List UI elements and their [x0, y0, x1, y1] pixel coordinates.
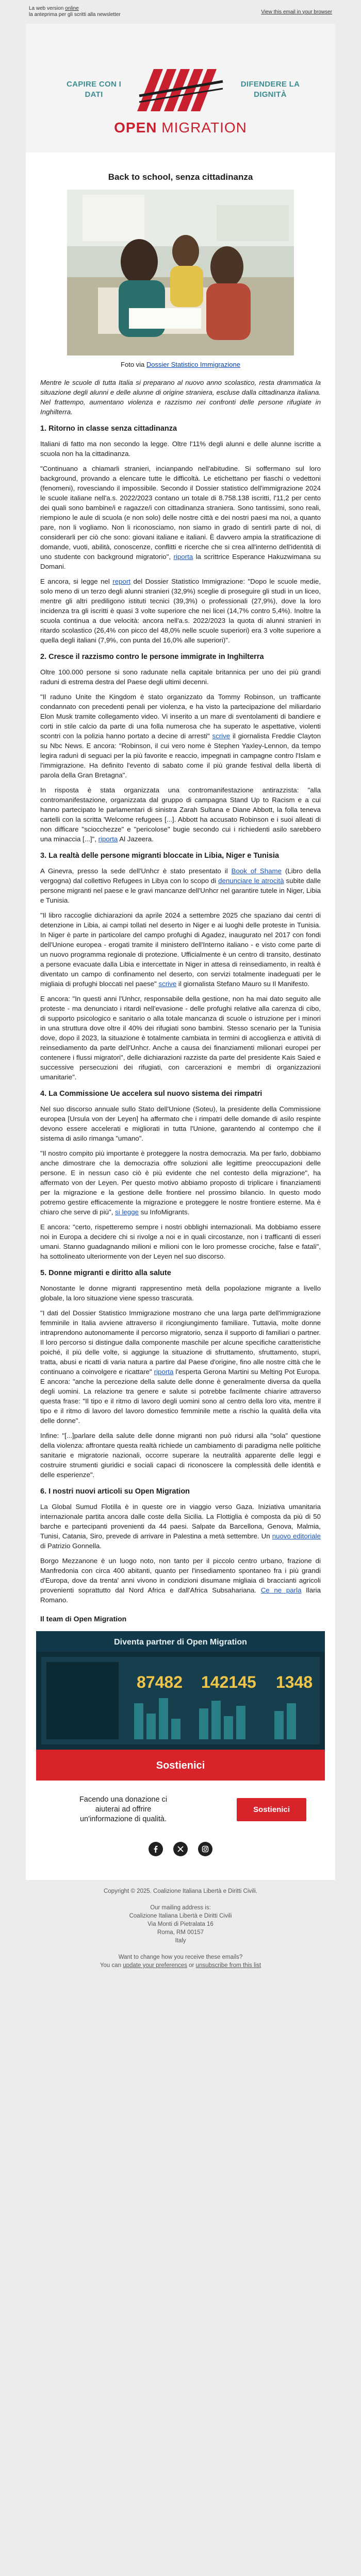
logo-word-open: OPEN	[114, 120, 157, 135]
banner-stat-2: 142145	[201, 1673, 256, 1691]
header	[26, 24, 335, 152]
section-4-title: 4. La Commissione Ue accelera sul nuovo sistema dei rimpatri	[40, 1090, 262, 1098]
team-signature: Il team di Open Migration	[40, 1615, 127, 1623]
update-preferences-link[interactable]: update your preferences	[123, 1962, 187, 1969]
borgo-mezzanone-link[interactable]: Ce ne parla	[260, 1586, 302, 1594]
book-of-shame-link[interactable]: Book of Shame	[231, 867, 282, 875]
intro-paragraph: Mentre le scuole di tutta Italia si preparano al nuovo anno scolastico, resta drammatica la situazione degli alunni e delle alunne di origine straniera, escluse dalla cittadinanza italiana. Nel frattempo, aumentano violenza e razzismo nei confronti delle persone rifugiate in Inghilterra.	[40, 379, 321, 416]
section-3-paragraph: "Il libro raccoglie dichiarazioni da aprile 2024 a settembre 2025 che spaziano dai centri di detenzione in Libia, ai campi tollati nel deserto in Niger e ai luoghi delle proteste in Tunisia. In Niger è parte in particolare del campo profughi di Agadez, inaugurato nel 2017 con fondi dell'Unione europea - erogati tramite il ministero dell'Interno italiano - e visto come parte di un nuovo programma regionale di protezione. Ufficialmente è un centro di transito, destinato a persone evacuate dalla Libia e intercettate in Niger in attesa di reinsediamento, in realtà è diventato un campo di confinamento nel deserto, con servizi totalmente inadeguati per le migliaia di profughi bloccati nel paese" scrive il giornalista Stefano Mauro su Il Manifesto.	[40, 911, 321, 988]
section-3-paragraph: E ancora: "In questi anni l'Unhcr, responsabile della gestione, non ha mai dato seguito alle proteste - ma denunciato i ritardi nell'evasione - delle profughi relative alla carenza di cibo, di supporto psicologico e sanitario o alla totale mancanza di scuole o istruzione per i minori in una struttura dove oltre il 40% dei rifugiati sono bambini. Stesso scenario per la Tunisia dove, dopo il 2023, la situazione è totalmente cambiata in termini di accoglienza e attività di reinsediamento da parte dell'Unhcr. Anche a causa dei finanziamenti milionari europei per contenere i flussi migratori", delle dichiarazioni razziste da parte del presidente Kais Saied e successive persecuzioni dei rifugiati, con carcerazioni e membri di organizzazioni umanitarie".	[40, 995, 321, 1081]
section-2-link[interactable]: riporta	[98, 835, 118, 843]
denounce-link[interactable]: denunciare le atrocità	[218, 877, 284, 885]
donate-text: Facendo una donazione ci aiuterai ad offrire un'informazione di qualità.	[79, 1795, 168, 1823]
banner-stat-1: 87482	[137, 1673, 183, 1691]
facebook-icon[interactable]	[149, 1842, 163, 1856]
section-2-title: 2. Cresce il razzismo contro le persone immigrate in Inghilterra	[40, 653, 264, 661]
section-2-paragraph: "Il raduno Unite the Kingdom è stato organizzato da Tommy Robinson, un trafficante condannato con precedenti penali per violenza, e ha visto la partecipazione del miliardario Elon Musk tramite collegamento video. Vi inserito a un mare di sventolamenti di bandiere e corti in stile calcio da parte di una folla numerosa che ha superato le aspettative, violenti scontri con la polizia hanno portato a decine di arresti" scrive il giornalista Freddie Clayton su Nbc News. E ancora: "Robinson, il cui vero nome è Stephen Yaxley-Lennon, da tempo legira radunì di seguaci per la più favorite e reaccio, impegnati in campagne contro l'Islam e l'immigrazione. Ha definito l'evento di sabato come il più grande festival della libertà di parola della Gran Bretagna".	[40, 693, 321, 779]
social-links	[26, 1837, 335, 1880]
tagline-right: DIFENDERE LA DIGNITÀ	[240, 80, 300, 99]
web-version-note: La web version online la anteprima per gli scritti alla newsletter	[29, 6, 121, 18]
logo-word-migration: MIGRATION	[161, 120, 247, 135]
footer-preferences: Want to change how you receive these emails? You can update your preferences or unsubscribe from this list	[100, 1954, 261, 1969]
section-5-paragraph: "I dati del Dossier Statistico Immigrazione mostrano che una larga parte dell'immigrazione femminile in Italia avviene attraverso il ricongiungimento familiare. Tuttavia, molte donne intraprendono autonomamente il percorso migratorio, senza il supporto di familiari o partner. Il loro percorso si distingue dalla componente maschile per alcune specifiche caratteristiche poiché, il più delle volte, si aggiunge la situazione di sfruttamento, sfruttamento, stupri, tratta, abusi e ricatti di varia natura a partire dal Paese d'origine, fino alle nostre città che le continuano a coinvolgere e ricattare" riporta l'esperta Gerona Martini su Melting Pot Europa. E ancora: "anche la percezione della salute delle donne è generalmente diversa da quella degli uomini. La relazione tra genere e salute si potrebbe facilmente chiarire attraverso questa frase: "Il tipo e il ritmo di lavoro degli uomini sono al centro della loro vita, mentre il tipo e il ritmo di lavoro del lavoro domestico femminile mette a rischio la qualità della vita delle donne".	[40, 1309, 321, 1425]
tagline-left: CAPIRE CON I DATI	[66, 80, 122, 99]
x-twitter-icon[interactable]	[173, 1842, 188, 1856]
section-6-paragraph: Borgo Mezzanone è un luogo noto, non tanto per il piccolo centro urbano, frazione di Manfredonia con circa 400 abitanti, quanto per l'insediamento spontaneo fra i più grandi d'Europa, dove da trenta' anni vivono in condizioni disumane migliaia di braccianti agricoli provenienti soprattutto dal Nord Africa e dall'Africa Subsahariana. Ce ne parla Ilaria Romano.	[40, 1557, 321, 1604]
photo-caption: Foto via Dossier Statistico Immigrazione	[121, 361, 240, 368]
section-2-paragraph: In risposta è stata organizzata una contromanifestazione antirazzista: "alla contromanifestazione, organizzata dal gruppo di campagna Stand Up to Racism e a cui hanno partecipato le parlamentari di sinistra Zarah Sultana e Diane Abbott, la folla teneva cartelli con la scritta 'Welcome refugees [...]. Abbott ha accusato Robinson e i suoi alleati di non difficare "sciocchezze" e "pericolose" bugie secondo cui i richiedenti asilo sarebbero una minaccia [...]", riporta Al Jazeera.	[40, 786, 321, 843]
section-1-title: 1. Ritorno in classe senza cittadinanza	[40, 425, 177, 433]
section-1-link[interactable]: riporta	[173, 553, 193, 561]
email-card	[26, 24, 335, 1880]
topbar	[26, 0, 335, 24]
section-1-paragraph: Italiani di fatto ma non secondo la legge. Oltre l'11% degli alunni e delle alunne iscritte a scuola non ha la cittadinanza.	[40, 440, 321, 457]
footer-address: Our mailing address is: Coalizione Italiana Libertà e Diritti Civili Via Monti di Pietralata 16 Roma, RM 00157 Italy	[129, 1905, 232, 1944]
section-2-paragraph: Oltre 100.000 persone si sono radunate nella capitale britannica per uno dei più grandi raduni di estrema destra del Paese degli ultimi decenni.	[40, 668, 321, 686]
web-version-note-rest: la anteprima per gli scritti alla newsletter	[29, 12, 121, 18]
web-version-link[interactable]: online	[65, 6, 79, 11]
footer-copyright: Copyright © 2025. Coalizione Italiana Libertà e Diritti Civili.	[103, 1888, 258, 1894]
newsletter-body	[26, 378, 335, 1624]
view-in-browser-link[interactable]: View this email in your browser	[261, 9, 332, 15]
section-1-paragraph: E ancora, si legge nel report del Dossier Statistico Immigrazione: "Dopo le scuole medie, solo meno di un terzo degli alunni stranieri (32,9%) sceglie di proseguire gli studi in un liceo, mentre gli altri prediligono istituti tecnici (39,3%) o professionali (27,9%), dove la loro incidenza tra gli iscritti è quasi 3 volte superiore che nei licei (14,7% contro 5,4%). Inoltre la scuola continua a due velocità: ancora nell'a.s. 2022/2023 la quota di alunni stranieri in ritardo scolastico (26,4% con picco del 48,0% nelle scuole superiori) era 3 volte superiore a quella degli italiani (7,9%, con punta del 16,0% alle superiori)".	[40, 578, 321, 644]
banner-stat-3: 1348	[276, 1673, 313, 1691]
classroom-photo	[67, 190, 294, 355]
section-4-paragraph: "Il nostro compito più importante è proteggere la nostra democrazia. Ma per farlo, dobbiamo anche dimostrare che la democrazia offre soluzioni alle legittime preoccupazioni delle persone. E in nessun caso ciò è più evidente che nel contesto della migrazione", ha affermato von der Leyen. Per questo motivo abbiamo proposto di triplicare i finanziamenti per la migrazione e la gestione delle frontiere nel prossimo bilancio. In questo modo potremo gestire efficacemente la migrazione e proteggere le nostre frontiere esterne. Ma è chiaro che serve di più", si legge su InfoMigrants.	[40, 1149, 321, 1216]
section-5-title: 5. Donne migranti e diritto alla salute	[40, 1269, 171, 1277]
section-3-link[interactable]: scrive	[158, 980, 177, 988]
banner-headline: Diventa partner di Open Migration	[114, 1638, 247, 1647]
section-2-link[interactable]: scrive	[212, 732, 231, 740]
open-migration-logo-icon	[135, 60, 226, 122]
unsubscribe-link[interactable]: unsubscribe from this list	[195, 1962, 261, 1969]
section-6-title: 6. I nostri nuovi articoli su Open Migration	[40, 1487, 190, 1496]
section-4-paragraph: Nel suo discorso annuale sullo Stato dell'Unione (Soteu), la presidente della Commissione europea [Ursula von der Leyen] ha affermato che i rimpatri delle domande di asilo respinte devono essere accelerati e migliorati in tutta l'Unione, garantendo al contempo che il sistema di asilo rimanga "umano".	[40, 1105, 321, 1142]
section-3-paragraph: A Ginevra, presso la sede dell'Unhcr è stato presentato il Book of Shame (Libro della vergogna) dal collettivo Refugees in Libya con lo scopo di denunciare le atrocità subite dalle persone migranti nel paese e le gravi mancanze dell'Unhcr nel garantire tutele in Niger, Libia e Tunisia.	[40, 867, 321, 904]
section-5-paragraph: Nonostante le donne migranti rappresentino metà della popolazione migrante a livello globale, la loro situazione viene spesso trascurata.	[40, 1284, 321, 1302]
logo-wordmark	[103, 120, 258, 136]
banner-cta: Sostienici	[156, 1760, 205, 1771]
caption-source-link[interactable]: Dossier Statistico Immigrazione	[146, 361, 240, 368]
section-4-link[interactable]: si legge	[115, 1208, 139, 1216]
editorial-link[interactable]: nuovo editoriale	[272, 1532, 321, 1540]
instagram-icon[interactable]	[198, 1842, 212, 1856]
section-5-paragraph: Infine: "[...]parlare della salute delle donne migranti non può ridursi alla "sola" questione della violenza: affrontare questa realtà richiede un cambiamento di paradigma nelle politiche sanitarie e migratorie nazionali, occorre superare la neutralità apparente delle leggi e costruire strumenti giuridici e sociali capaci di riconoscere la complessità delle identità e delle esperienze".	[40, 1432, 321, 1479]
footer	[26, 1880, 335, 1998]
donate-section	[26, 1781, 335, 1837]
support-banner[interactable]	[36, 1631, 325, 1781]
section-1-paragraph: "Continuano a chiamarli stranieri, incianpando nell'abitudine. Si soffermano sul loro background, provando a elencare tutte le difficoltà. Le etichettano per fiaschi o vedettoni (fenomeni), rovesciando il impossibile. Secondo il Dossier statistico dell'immigrazione 2024 le scuole italiane nell'a.s. 2022/2023 contano un totale di 8.758.138 iscritti, l'11,2 per cento dei quali sono bambine/i e ragazze/i con cittadinanza straniera. Sono tantissimi, sono reali, riempiono le aule di scuola (e non solo) delle nostre città e dei nostri paesi ma noi, a quanto pare, non li vogliamo. Non li riconosciamo, non siamo in grado di sentirli parte di noi, di considerarli per ciò che sono: giovani italiane e italiani. È davvero ampia la stratificazione di domande, vuoti, abilità, conoscenze, conflitti e ricerche che si crea all'interno dell'identità di uno studente con background migratorio", riporta la scrittrice Esperance Hakuzwimana su Domani.	[40, 465, 321, 570]
donate-button[interactable]: Sostienici	[237, 1798, 306, 1821]
section-5-link[interactable]: riporta	[154, 1368, 174, 1376]
section-1-report-link[interactable]: report	[112, 578, 131, 585]
section-6-paragraph: La Global Sumud Flotilla è in queste ore in viaggio verso Gaza. Iniziativa umanitaria internazionale partita ancora dalle coste della Sicilia. La Flottiglia è composta da più di 50 barche e partecipanti provenienti da 44 paesi. Salpate da Barcellona, Genova, Malmia, Tunisi, Catania, Siro, prevede di arrivare in Palestina a metà settembre. Un nuovo editoriale di Patrizio Gonnella.	[40, 1503, 321, 1550]
email-wrapper	[26, 0, 335, 1998]
newsletter-title: Back to school, senza cittadinanza	[108, 172, 253, 182]
section-4-paragraph: E ancora: "certo, rispetteremo sempre i nostri obblighi internazionali. Ma dobbiamo essere noi in Europa a decidere chi si rivolge a noi e in quali circostanze, non i trafficanti di esseri umani. Stanno guadagnando milioni e milioni con le loro promesse crociche, false e fatali", ha sottolineato ulteriormente von der Leyen nel suo discorso.	[40, 1223, 321, 1260]
section-3-title: 3. La realtà delle persone migranti bloccate in Libia, Niger e Tunisia	[40, 852, 280, 860]
